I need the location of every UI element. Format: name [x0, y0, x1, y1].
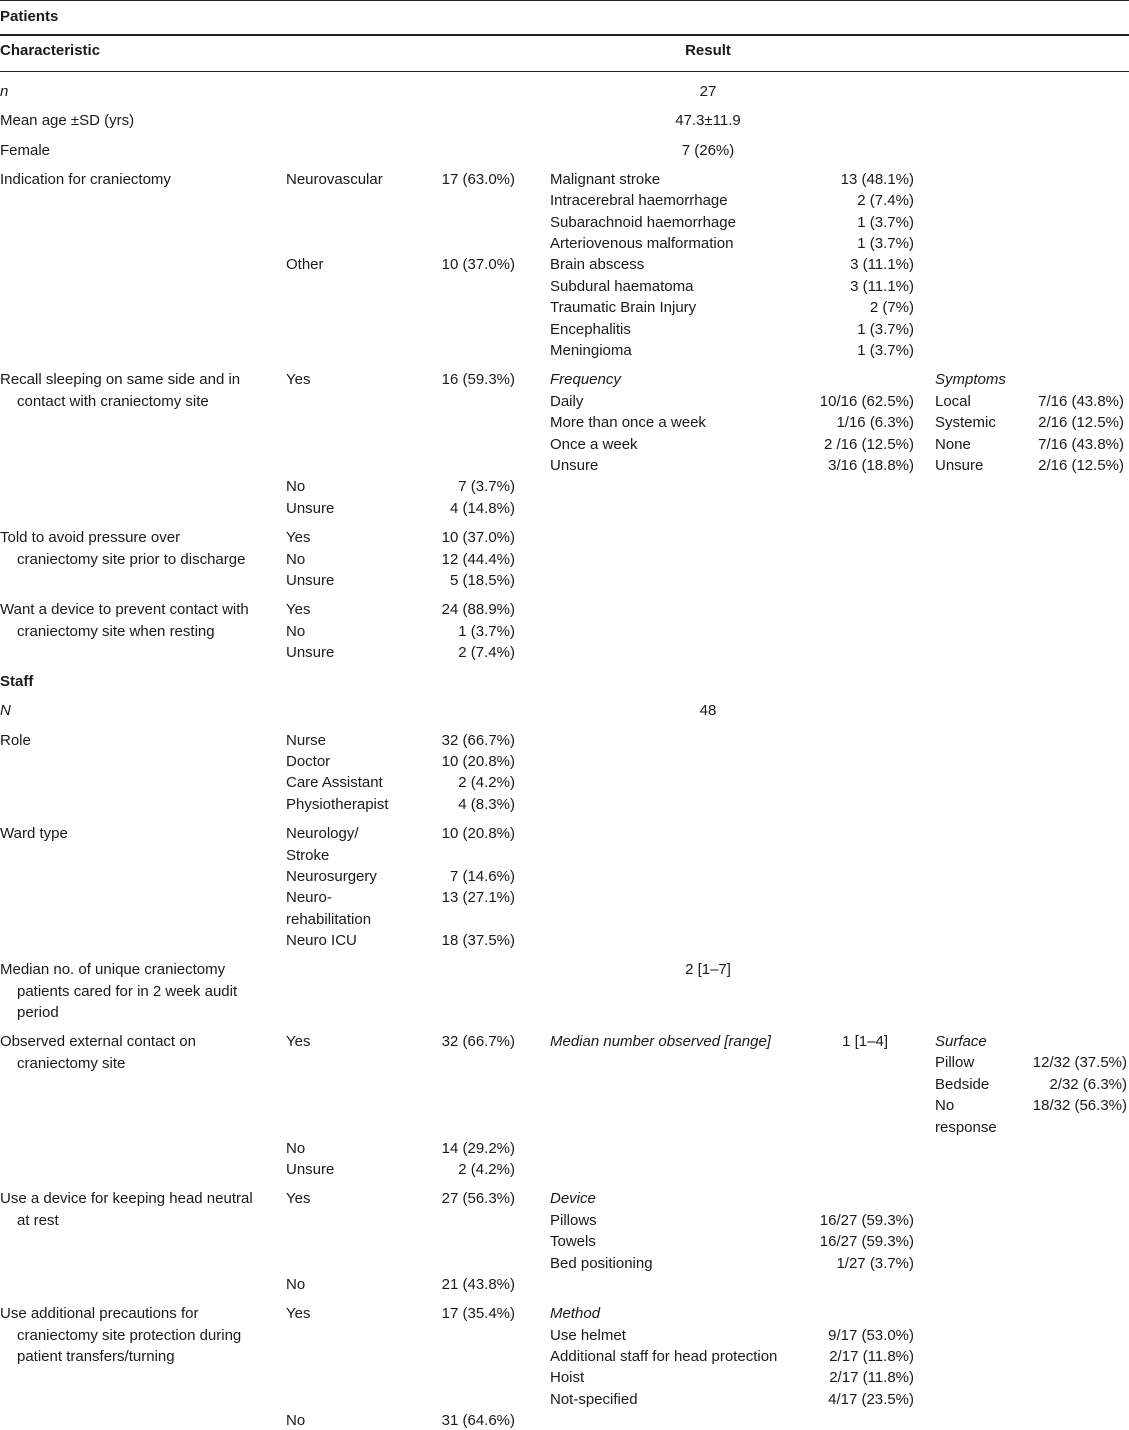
want-option-value: 2 (7.4%) [458, 644, 515, 661]
female-label: Female [0, 142, 51, 159]
symptoms-row: None [935, 436, 971, 453]
role-option: Doctor [286, 753, 331, 770]
told-label: craniectomy site prior to discharge [17, 551, 246, 568]
device-row: Bed positioning [550, 1255, 653, 1272]
want-option: Yes [286, 601, 311, 618]
symptoms-row: Unsure [935, 457, 984, 474]
patients-section-label: Patients [0, 8, 59, 25]
median-observed-value: 1 [1–4] [842, 1033, 888, 1050]
recall-label: contact with craniectomy site [17, 393, 209, 410]
told-option-value: 5 (18.5%) [449, 572, 515, 589]
column-header-rule [0, 71, 1129, 72]
surface-no-response: No [935, 1097, 955, 1114]
observed-contact-label: Observed external contact on [0, 1033, 196, 1050]
method-row: Use helmet [550, 1327, 626, 1344]
median-patients-label: period [17, 1004, 59, 1021]
method-row-value: 2/17 (11.8%) [829, 1369, 914, 1386]
indication-subtype: Subarachnoid haemorrhage [550, 214, 736, 231]
indication-subtype-value: 1 (3.7%) [857, 235, 914, 252]
device-title: Device [550, 1190, 596, 1207]
device-yes-label: Yes [286, 1190, 311, 1207]
top-rule [0, 0, 1129, 1]
told-option: Unsure [286, 572, 335, 589]
surface-pillow: Pillow [935, 1054, 975, 1071]
indication-group-name: Neurovascular [286, 171, 383, 188]
want-device-label: Want a device to prevent contact with [0, 601, 249, 618]
want-option-value: 1 (3.7%) [458, 623, 515, 640]
surface-no-response-value: 18/32 (56.3%) [1032, 1097, 1127, 1114]
told-label: Told to avoid pressure over [0, 529, 181, 546]
indication-subtype: Meningioma [550, 342, 632, 359]
indication-subtype-value: 1 (3.7%) [857, 342, 914, 359]
indication-subtype: Arteriovenous malformation [550, 235, 734, 252]
indication-subtype-value: 1 (3.7%) [857, 214, 914, 231]
recall-no-value: 7 (3.7%) [458, 478, 515, 495]
frequency-title: Frequency [550, 371, 621, 388]
staff-n-value: 48 [699, 702, 717, 719]
device-no-value: 21 (43.8%) [441, 1276, 515, 1293]
role-option: Nurse [286, 732, 327, 749]
observed-yes-label: Yes [286, 1033, 311, 1050]
patients-n-value: 27 [699, 83, 717, 100]
frequency-row: Once a week [550, 436, 638, 453]
method-row: Additional staff for head protection [550, 1348, 778, 1365]
told-option: Yes [286, 529, 311, 546]
role-option-value: 10 (20.8%) [441, 753, 515, 770]
told-option-value: 12 (44.4%) [441, 551, 515, 568]
frequency-row-value: 3/16 (18.8%) [828, 457, 914, 474]
observed-yes-value: 32 (66.7%) [441, 1033, 515, 1050]
method-row-value: 4/17 (23.5%) [828, 1391, 914, 1408]
ward-icu: Neuro ICU [286, 932, 357, 949]
device-row-value: 16/27 (59.3%) [819, 1212, 914, 1229]
indication-subtype: Intracerebral haemorrhage [550, 192, 728, 209]
device-no-label: No [286, 1276, 306, 1293]
symptoms-title: Symptoms [935, 371, 1006, 388]
surface-pillow-value: 12/32 (37.5%) [1032, 1054, 1127, 1071]
method-row: Hoist [550, 1369, 585, 1386]
want-option: No [286, 623, 306, 640]
want-option-value: 24 (88.9%) [441, 601, 515, 618]
indication-subtype-value: 13 (48.1%) [840, 171, 914, 188]
observed-contact-label: craniectomy site [17, 1055, 126, 1072]
female-value: 7 (26%) [681, 142, 735, 159]
role-label: Role [0, 732, 31, 749]
role-option-value: 4 (8.3%) [458, 796, 515, 813]
method-row-value: 2/17 (11.8%) [829, 1348, 914, 1365]
indication-subtype: Encephalitis [550, 321, 631, 338]
device-row-value: 1/27 (3.7%) [836, 1255, 914, 1272]
median-observed-label: Median number observed [range] [550, 1033, 771, 1050]
ward-neurosurgery-value: 7 (14.6%) [449, 868, 515, 885]
symptoms-row: Local [935, 393, 971, 410]
indication-subtype-value: 3 (11.1%) [850, 278, 914, 295]
surface-bedside: Bedside [935, 1076, 990, 1093]
surface-title: Surface [935, 1033, 987, 1050]
frequency-row-value: 2 /16 (12.5%) [823, 436, 914, 453]
precautions-label: craniectomy site protection during [17, 1327, 242, 1344]
symptoms-row: Systemic [935, 414, 996, 431]
ward-neurology: Stroke [286, 847, 330, 864]
device-row: Towels [550, 1233, 596, 1250]
device-row-value: 16/27 (59.3%) [819, 1233, 914, 1250]
role-option-value: 2 (4.2%) [458, 774, 515, 791]
ward-type-label: Ward type [0, 825, 68, 842]
indication-subtype-value: 2 (7.4%) [857, 192, 914, 209]
precautions-label: patient transfers/turning [17, 1348, 175, 1365]
role-option-value: 32 (66.7%) [441, 732, 515, 749]
ward-neurology: Neurology/ [286, 825, 359, 842]
frequency-row: Daily [550, 393, 584, 410]
precautions-no-label: No [286, 1412, 306, 1429]
observed-no-value: 14 (29.2%) [441, 1140, 515, 1157]
ward-neurology-value: 10 (20.8%) [441, 825, 515, 842]
indication-group-name: Other [286, 256, 324, 273]
indication-subtype: Brain abscess [550, 256, 645, 273]
recall-unsure-value: 4 (14.8%) [449, 500, 515, 517]
symptoms-row-value: 7/16 (43.8%) [1038, 436, 1124, 453]
indication-subtype-value: 3 (11.1%) [850, 256, 914, 273]
staff-n-label: N [0, 702, 11, 719]
device-row: Pillows [550, 1212, 597, 1229]
symptoms-row-value: 2/16 (12.5%) [1038, 414, 1124, 431]
recall-label: Recall sleeping on same side and in [0, 371, 241, 388]
recall-unsure-label: Unsure [286, 500, 335, 517]
ward-rehab-value: 13 (27.1%) [441, 889, 515, 906]
symptoms-row-value: 7/16 (43.8%) [1038, 393, 1124, 410]
indication-group-value: 10 (37.0%) [441, 256, 515, 273]
ward-rehab: Neuro- [286, 889, 332, 906]
observed-unsure-label: Unsure [286, 1161, 335, 1178]
mean-age-label: Mean age ±SD (yrs) [0, 112, 135, 129]
surface-bedside-value: 2/32 (6.3%) [1049, 1076, 1127, 1093]
recall-no-label: No [286, 478, 306, 495]
indication-group-value: 17 (63.0%) [441, 171, 515, 188]
ward-neurosurgery: Neurosurgery [286, 868, 377, 885]
indication-subtype: Malignant stroke [550, 171, 661, 188]
median-patients-label: patients cared for in 2 week audit [17, 983, 238, 1000]
frequency-row: Unsure [550, 457, 599, 474]
device-neutral-label: Use a device for keeping head neutral [0, 1190, 253, 1207]
characteristic-header: Characteristic [0, 42, 101, 59]
precautions-no-value: 31 (64.6%) [441, 1412, 515, 1429]
device-neutral-label: at rest [17, 1212, 59, 1229]
want-option: Unsure [286, 644, 335, 661]
role-option: Physiotherapist [286, 796, 389, 813]
result-header: Result [685, 42, 731, 59]
want-device-label: craniectomy site when resting [17, 623, 215, 640]
indication-label: Indication for craniectomy [0, 171, 171, 188]
header-rule [0, 34, 1129, 36]
method-row-value: 9/17 (53.0%) [828, 1327, 914, 1344]
recall-yes-value: 16 (59.3%) [441, 371, 515, 388]
ward-icu-value: 18 (37.5%) [441, 932, 515, 949]
ward-rehab: rehabilitation [286, 911, 372, 928]
median-patients-label: Median no. of unique craniectomy [0, 961, 226, 978]
indication-subtype-value: 1 (3.7%) [857, 321, 914, 338]
observed-unsure-value: 2 (4.2%) [458, 1161, 515, 1178]
told-option-value: 10 (37.0%) [441, 529, 515, 546]
median-patients-value: 2 [1–7] [685, 961, 731, 978]
precautions-yes-value: 17 (35.4%) [441, 1305, 515, 1322]
mean-age-value: 47.3±11.9 [675, 112, 741, 129]
device-yes-value: 27 (56.3%) [441, 1190, 515, 1207]
told-option: No [286, 551, 306, 568]
patients-n-label: n [0, 83, 9, 100]
staff-section-label: Staff [0, 673, 34, 690]
surface-no-response: response [935, 1119, 997, 1136]
precautions-label: Use additional precautions for [0, 1305, 199, 1322]
recall-yes-label: Yes [286, 371, 311, 388]
indication-subtype: Subdural haematoma [550, 278, 694, 295]
method-title: Method [550, 1305, 601, 1322]
indication-subtype-value: 2 (7%) [869, 299, 914, 316]
frequency-row-value: 1/16 (6.3%) [836, 414, 914, 431]
method-row: Not-specified [550, 1391, 638, 1408]
role-option: Care Assistant [286, 774, 383, 791]
indication-subtype: Traumatic Brain Injury [550, 299, 697, 316]
frequency-row-value: 10/16 (62.5%) [819, 393, 914, 410]
symptoms-row-value: 2/16 (12.5%) [1038, 457, 1124, 474]
frequency-row: More than once a week [550, 414, 706, 431]
observed-no-label: No [286, 1140, 306, 1157]
precautions-yes-label: Yes [286, 1305, 311, 1322]
